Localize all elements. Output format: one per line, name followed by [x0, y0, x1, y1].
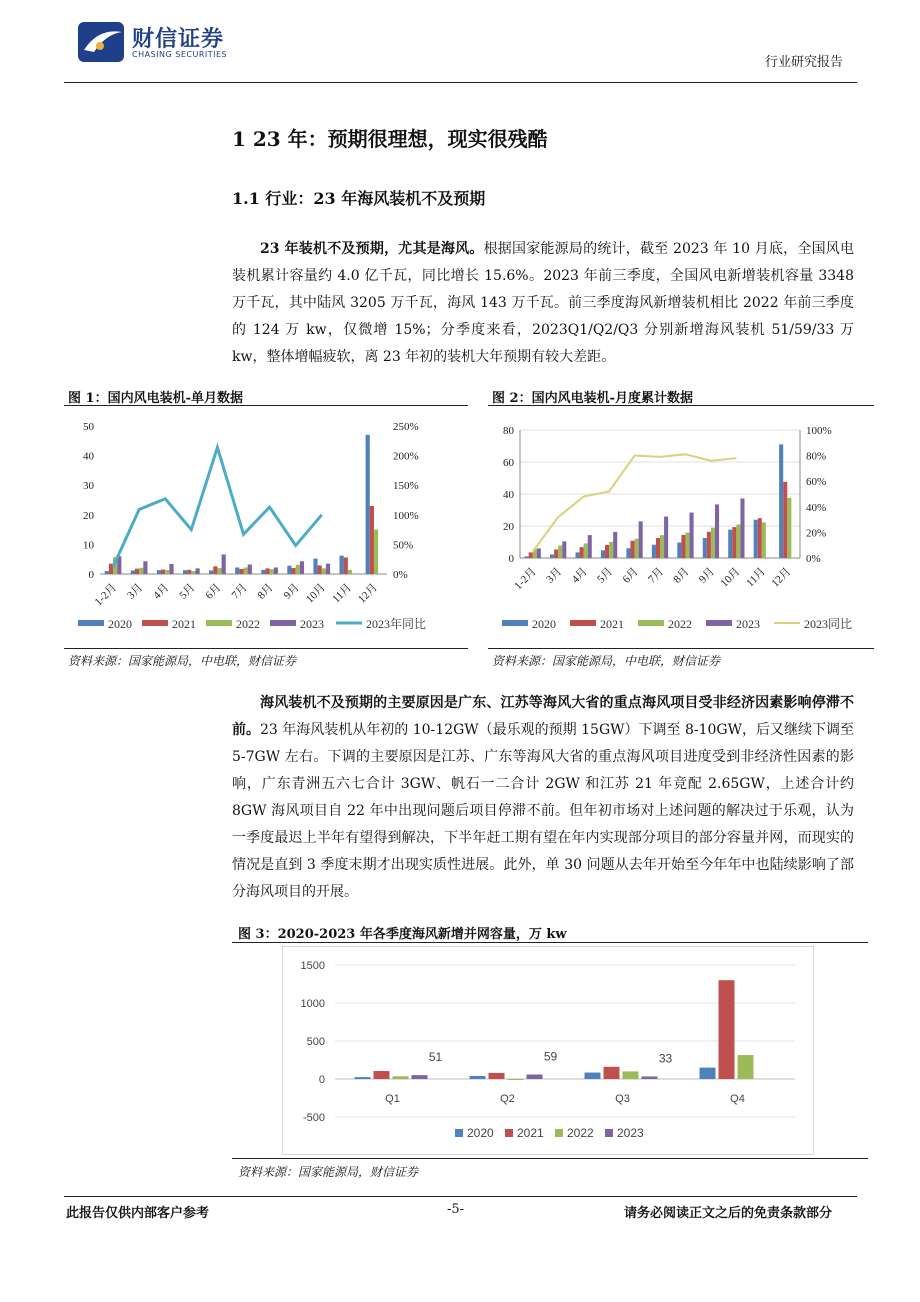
bar-2020: [525, 556, 529, 558]
legend-label: 2022: [236, 617, 260, 631]
x-tick-label: 3月: [125, 581, 146, 602]
footer-divider: [64, 1196, 857, 1197]
y-tick-label: 30: [83, 480, 94, 493]
bar-2021: [758, 518, 762, 558]
bar-2022: [296, 565, 300, 574]
bar-2023: [613, 532, 617, 558]
legend-label: 2023年同比: [366, 617, 427, 631]
x-tick-label: 9月: [696, 565, 718, 586]
y-tick-label: 0: [88, 569, 94, 581]
x-tick-label: 12月: [769, 565, 794, 590]
bar-2020: [235, 567, 239, 574]
legend-swatch: [142, 620, 168, 626]
bar-2022: [685, 533, 689, 558]
bar-2020: [261, 570, 265, 574]
bar-2020: [754, 520, 758, 558]
bar-2020: [470, 1076, 486, 1079]
bar-2021: [529, 552, 533, 558]
bar-2020: [131, 570, 135, 574]
y2-tick-label: 20%: [806, 527, 827, 540]
bar-2023: [143, 561, 147, 574]
paragraph-2-body: 23 年海风装机从年初的 10-12GW（最乐观的预期 15GW）下调至 8-10GW，后又继续下调至 5-7GW 左右。下调的主要原因是江苏、广东等海风大省的重点海风项目进度受到非经济性因素的影响，广东青洲五六七合计 3GW、帆石一二合计 2GW 和江苏 21 年竞配 2.65GW，上述合计约 8GW 海风项目自 22 年中出现问题后项目停滞不前。但年初市场对上述问题的解决过于乐观，认为一季度最迟上半年有望得到解决，下半年赶工期有望在年内实现部分项目的部分容量并网，而现实的情况是直到 3 季度末期才出现实质性进展。此外，单 30 问题从去年开始至今年年中也陆续影响了部分海风项目的开展。: [232, 722, 855, 900]
y2-tick-label: 200%: [393, 450, 419, 463]
figure-2-top-rule: [488, 405, 874, 406]
bar-2021: [580, 547, 584, 558]
bar-2021: [554, 550, 558, 558]
bar-2022: [322, 568, 326, 574]
bar-2020: [355, 1077, 371, 1079]
bar-2020: [340, 556, 344, 574]
bar-2022: [244, 567, 248, 574]
x-tick-label: 6月: [620, 565, 641, 586]
legend-label: 2020: [108, 617, 132, 631]
bar-2023: [274, 567, 278, 574]
bar-2021: [239, 569, 243, 574]
y-tick-label: 60: [503, 457, 514, 469]
bar-2021: [318, 565, 322, 574]
y-tick-label: 20: [503, 521, 514, 533]
bar-2021: [161, 570, 165, 574]
legend-swatch: [206, 620, 232, 626]
bar-2022: [609, 542, 613, 558]
figure-3-bottom-rule: [232, 1158, 868, 1159]
data-label: 33: [658, 1051, 673, 1066]
legend-label: 2021: [172, 617, 196, 631]
paragraph-1: [232, 236, 854, 371]
bar-2023: [300, 561, 304, 574]
bar-2021: [605, 545, 609, 558]
logo-emblem-icon: [76, 20, 128, 66]
bar-2022: [635, 539, 639, 558]
bar-2021: [681, 535, 685, 558]
y2-tick-label: 0%: [393, 569, 408, 581]
bar-2021: [344, 557, 348, 574]
footer-right: 请务必阅读正文之后的免责条款部分: [624, 1206, 833, 1221]
legend-swatch: [455, 1129, 463, 1137]
bar-2023: [195, 568, 199, 574]
bar-2022: [191, 571, 195, 574]
bar-2020: [652, 545, 656, 558]
legend-label: 2021: [600, 617, 624, 631]
y-tick-label: 80: [503, 425, 514, 437]
bar-2020: [700, 1068, 716, 1079]
y2-tick-label: 100%: [806, 425, 832, 437]
bar-2023: [588, 535, 592, 558]
bar-2021: [292, 568, 296, 574]
legend-swatch: [706, 620, 732, 626]
bar-2021: [604, 1067, 620, 1079]
bar-2022: [270, 569, 274, 574]
legend-label: 2023: [300, 617, 324, 631]
legend-label: 2021: [517, 1126, 544, 1140]
legend-swatch: [638, 620, 664, 626]
bar-2021: [135, 569, 139, 574]
figure-1-caption: 图 1：国内风电装机-单月数据: [68, 391, 243, 406]
legend-label: 2023: [736, 617, 760, 631]
x-tick-label: 12月: [356, 581, 381, 606]
y-tick-label: 40: [503, 489, 514, 501]
bar-2020: [585, 1073, 601, 1079]
paragraph-2-lead: 海风装机不及预期的主要原因是广东、江苏等海风大省的重点海风项目受非经济因素影响停滞不前。: [232, 695, 854, 738]
x-tick-label: 8月: [671, 565, 692, 586]
legend-label: 2023同比: [804, 617, 853, 631]
bar-2023: [562, 541, 566, 558]
page-number: -5-: [447, 1202, 465, 1217]
figure-3-source: 资料来源：国家能源局，财信证券: [238, 1165, 419, 1179]
y-tick-label: 0: [508, 553, 514, 565]
section-title: 1 23 年：预期很理想，现实很残酷: [232, 127, 548, 151]
bar-2020: [287, 566, 291, 574]
y-tick-label: -500: [302, 1112, 325, 1124]
bar-2020: [601, 550, 605, 558]
y2-tick-label: 80%: [806, 450, 827, 463]
bar-2021: [187, 570, 191, 574]
legend-label: 2022: [668, 617, 692, 631]
y2-tick-label: 50%: [393, 539, 414, 552]
bar-2023: [412, 1075, 428, 1079]
report-type: 行业研究报告: [765, 55, 844, 70]
company-logo: [76, 18, 236, 68]
bar-2020: [677, 542, 681, 558]
x-tick-label: 7月: [645, 565, 667, 586]
bar-2022: [393, 1076, 409, 1079]
bar-2021: [656, 538, 660, 558]
x-tick-label: 11月: [744, 565, 768, 590]
bar-2020: [779, 444, 783, 558]
x-tick-label: 9月: [281, 581, 302, 602]
x-tick-label: 4月: [151, 581, 172, 602]
data-label: 59: [543, 1049, 558, 1064]
legend-swatch: [605, 1129, 613, 1137]
y2-tick-label: 150%: [393, 480, 419, 493]
bar-2023: [222, 554, 226, 574]
logo-en-text: CHASING SECURITIES: [132, 50, 228, 59]
figure-1-top-rule: [64, 405, 468, 406]
bar-2021: [374, 1071, 390, 1079]
header-divider: [64, 82, 857, 83]
x-tick-label: 4月: [569, 565, 590, 586]
bar-2021: [707, 532, 711, 558]
line-yoy: [533, 454, 737, 551]
legend-swatch: [555, 1129, 563, 1137]
bar-2023: [740, 498, 744, 558]
bar-2023: [537, 548, 541, 558]
x-tick-label: 5月: [595, 565, 616, 586]
x-tick-label: 1-2月: [512, 565, 539, 593]
bar-2022: [660, 535, 664, 558]
x-tick-label: 10月: [303, 581, 328, 606]
x-tick-label: Q4: [730, 1093, 745, 1105]
bar-2023: [639, 521, 643, 558]
paragraph-1-body: 根据国家能源局的统计，截至 2023 年 10 月底，全国风电装机累计容量约 4.0 亿千瓦，同比增长 15.6%。2023 年前三季度，全国风电新增装机容量 3348 万千瓦，其中陆风 3205 万千瓦，海风 143 万千瓦。前三季度海风新增装机相比 2022 年前三季度的 124 万 kw，仅微增 15%；分季度来看，2023Q1/Q2/Q3 分别新增海风装机 51/59/33 万 kw，整体增幅疲软，离 23 年初的装机大年预期有较大差距。: [232, 241, 855, 365]
bar-2023: [248, 565, 252, 574]
y-tick-label: 10: [83, 539, 94, 552]
bar-2022: [508, 1079, 524, 1080]
x-tick-label: 5月: [177, 581, 198, 602]
x-tick-label: 11月: [330, 581, 354, 606]
paragraph-1-lead: 23 年装机不及预期，尤其是海风。: [260, 241, 484, 257]
y2-tick-label: 100%: [393, 509, 419, 522]
bar-2022: [374, 530, 378, 574]
chart-cumulative: [488, 410, 874, 646]
paragraph-2: [232, 690, 854, 906]
legend-label: 2020: [467, 1126, 494, 1140]
bar-2023: [664, 517, 668, 558]
x-tick-label: 10月: [718, 565, 743, 590]
y2-tick-label: 60%: [806, 476, 827, 489]
bar-2020: [183, 570, 187, 574]
y-tick-label: 40: [83, 450, 94, 463]
bar-2020: [626, 548, 630, 558]
bar-2021: [265, 568, 269, 574]
legend-label: 2022: [567, 1126, 594, 1140]
section-subtitle: 1.1 行业：23 年海风装机不及预期: [232, 189, 486, 208]
bar-2022: [736, 525, 740, 558]
figure-3-top-rule: [232, 942, 868, 943]
bar-2021: [732, 527, 736, 558]
bar-2022: [348, 570, 352, 574]
x-tick-label: 3月: [544, 565, 565, 586]
x-tick-label: Q2: [500, 1093, 515, 1105]
x-tick-label: 7月: [229, 581, 250, 602]
bar-2022: [165, 570, 169, 574]
y-tick-label: 50: [83, 421, 94, 433]
legend-swatch: [270, 620, 296, 626]
bar-2023: [326, 564, 330, 574]
bar-2021: [719, 980, 735, 1079]
bar-2020: [313, 559, 317, 574]
bar-2020: [157, 570, 161, 574]
bar-2023: [690, 513, 694, 558]
bar-2020: [703, 538, 707, 558]
x-tick-label: 8月: [255, 581, 276, 602]
bar-2022: [139, 568, 143, 574]
footer-left: 此报告仅供内部客户参考: [66, 1206, 210, 1221]
bar-2022: [762, 522, 766, 558]
bar-2022: [623, 1071, 639, 1079]
figure-3-caption: 图 3：2020-2023 年各季度海风新增并网容量，万 kw: [238, 927, 567, 942]
legend-swatch: [570, 620, 596, 626]
bar-2021: [630, 541, 634, 558]
bar-2023: [715, 504, 719, 558]
bar-2021: [489, 1073, 505, 1079]
y-tick-label: 500: [306, 1036, 325, 1048]
bar-2023: [169, 564, 173, 574]
x-tick-label: 1-2月: [92, 581, 120, 609]
chart-quarterly: [282, 946, 814, 1155]
y-tick-label: 20: [83, 509, 94, 522]
legend-swatch: [505, 1129, 513, 1137]
bar-2020: [575, 552, 579, 558]
figure-2-source: 资料来源：国家能源局，中电联，财信证券: [492, 654, 721, 668]
bar-2020: [550, 554, 554, 558]
bar-2022: [217, 568, 221, 574]
bar-2020: [105, 571, 109, 574]
y-tick-label: 1500: [300, 960, 325, 972]
bar-2020: [366, 435, 370, 574]
bar-2022: [787, 498, 791, 558]
legend-label: 2020: [532, 617, 556, 631]
y2-tick-label: 250%: [393, 421, 419, 433]
legend-swatch: [502, 620, 528, 626]
y-tick-label: 1000: [300, 998, 325, 1010]
figure-2-bottom-rule: [488, 648, 874, 649]
y-tick-label: 0: [318, 1074, 325, 1086]
x-tick-label: 6月: [203, 581, 224, 602]
bar-2021: [783, 482, 787, 558]
figure-1-source: 资料来源：国家能源局，中电联，财信证券: [68, 654, 297, 668]
legend-label: 2023: [617, 1126, 644, 1140]
logo-cn-text: 财信证券: [132, 27, 225, 52]
chart-monthly: [64, 410, 474, 646]
bar-2022: [584, 543, 588, 558]
bar-2020: [209, 570, 213, 574]
x-tick-label: Q3: [615, 1093, 630, 1105]
legend-swatch: [78, 620, 104, 626]
bar-2022: [711, 528, 715, 558]
figure-1-bottom-rule: [64, 648, 468, 649]
bar-2021: [370, 506, 374, 574]
bar-2022: [738, 1055, 754, 1079]
y2-tick-label: 40%: [806, 501, 827, 514]
figure-2-caption: 图 2：国内风电装机-月度累计数据: [492, 391, 693, 406]
bar-2023: [527, 1075, 543, 1079]
bar-2023: [642, 1076, 658, 1079]
data-label: 51: [428, 1050, 443, 1065]
line-yoy: [113, 447, 322, 567]
x-tick-label: Q1: [385, 1093, 400, 1105]
bar-2021: [213, 566, 217, 574]
y2-tick-label: 0%: [806, 553, 821, 565]
bar-2020: [728, 530, 732, 558]
bar-2022: [558, 546, 562, 558]
